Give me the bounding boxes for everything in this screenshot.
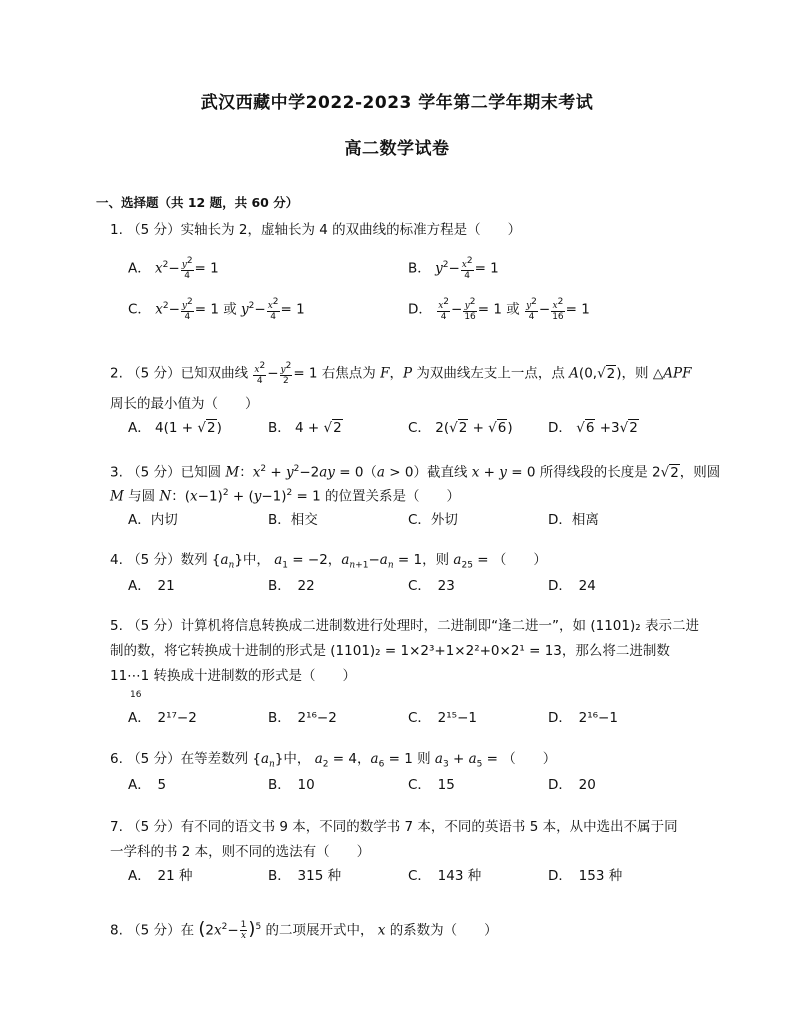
option-4d: D． 24 (548, 578, 596, 594)
question-7: 7. （5 分）有不同的语文书 9 本，不同的数学书 7 本，不同的英语书 5 本，从中选出不属于同 (110, 819, 678, 835)
option-1c: C． $x^2-$ $\frac{y^2}{4}$ = 1 或 $y^2-$ $\frac{x^2}{4}$ = 1 (128, 297, 305, 322)
option-6c: C． 15 (408, 777, 455, 793)
option-1d: D． $\frac{x^2}{4}$ − $\frac{y^2}{16}$ = 1 或 $\frac{y^2}{4}$ − $\frac{x^2}{16}$ = 1 (408, 297, 590, 322)
question-8: 8. （5 分）在 ($2x^2-$ $\frac{1}{x}$ )$^5$ 的二项展开式中， x 的系数为（ ） (110, 918, 498, 941)
question-4: 4. （5 分）数列 $\{a_n\}$中， $a_1 = -2$，$a_{n+1}-a_n = 1$，则 $a_{25}$ = （ ） (110, 552, 547, 571)
question-3: 3. （5 分）已知圆 M：$x^2 + y^2-2ay = 0(a > 0)$截直线 x + y = 0 所得线段的长度是 2√2，则圆 (110, 464, 721, 481)
question-5-line2: 制的数，将它转换成十进制的形式是 (1101)₂ = 1×2³+1×2²+0×2¹ = 13，那么将二进制数 (110, 643, 670, 659)
exam-title: 武汉西藏中学2022-2023 学年第二学年期末考试 (200, 93, 594, 113)
option-1b: B． $y^2-$ $\frac{x^2}{4}$ = 1 (408, 256, 499, 281)
option-4a: A． 21 (128, 578, 175, 594)
digit-count-note: 16 (130, 690, 142, 700)
exam-subtitle: 高二数学试卷 (344, 139, 450, 159)
option-7d: D． 153 种 (548, 868, 623, 884)
option-5a: A． 2¹⁷−2 (128, 710, 197, 726)
question-2-cont: 周长的最小值为（ ） (110, 396, 259, 412)
option-7b: B． 315 种 (268, 868, 342, 884)
option-6d: D． 20 (548, 777, 596, 793)
option-3c: C．外切 (408, 512, 458, 528)
option-7c: C． 143 种 (408, 868, 482, 884)
option-3b: B．相交 (268, 512, 318, 528)
question-5-line3: 11⋯1 转换成十进制数的形式是（ ） (110, 668, 357, 684)
option-4c: C． 23 (408, 578, 455, 594)
question-number: 1. (110, 222, 123, 238)
question-6: 6. （5 分）在等差数列 $\{a_n\}$中， $a_2 = 4$，$a_6 = 1$ 则 $a_3 + a_5$ = （ ） (110, 751, 557, 770)
option-6a: A． 5 (128, 777, 167, 793)
option-6b: B． 10 (268, 777, 315, 793)
option-5d: D． 2¹⁶−1 (548, 710, 618, 726)
option-7a: A． 21 种 (128, 868, 193, 884)
question-7-line2: 一学科的书 2 本，则不同的选法有（ ） (110, 844, 371, 860)
question-3-cont: M 与圆 N：$(x-1)^2 + (y-1)^2 = 1$ 的位置关系是（ ） (110, 488, 461, 505)
question-5: 5. （5 分）计算机将信息转换成二进制数进行处理时，二进制即“逢二进一”，如 (1101)₂ 表示二进 (110, 618, 699, 634)
option-2d: D． √6 +3√2 (548, 420, 638, 436)
option-5c: C． 2¹⁵−1 (408, 710, 477, 726)
option-2b: B． 4 + √2 (268, 420, 342, 436)
option-2a: A． 4(1 + √2) (128, 420, 222, 436)
section-heading: 一、选择题（共 12 题，共 60 分） (96, 195, 299, 210)
question-1 (110, 219, 521, 242)
option-3d: D．相离 (548, 512, 599, 528)
option-1a: A． $x^2-$ $\frac{y^2}{4}$ = 1 (128, 256, 219, 281)
question-stem: （5 分）实轴长为 2，虚轴长为 4 的双曲线的标准方程是（ ） (127, 222, 522, 238)
option-5b: B． 2¹⁶−2 (268, 710, 337, 726)
option-4b: B． 22 (268, 578, 315, 594)
question-2: 2. （5 分）已知双曲线 $\frac{x^2}{4}$ − $\frac{y^2}{2}$ = 1 右焦点为 F，P 为双曲线左支上一点，点 A(0,√2)，则 △APF (110, 361, 692, 386)
option-3a: A．内切 (128, 512, 178, 528)
option-2c: C． 2(√2 + √6) (408, 420, 513, 436)
